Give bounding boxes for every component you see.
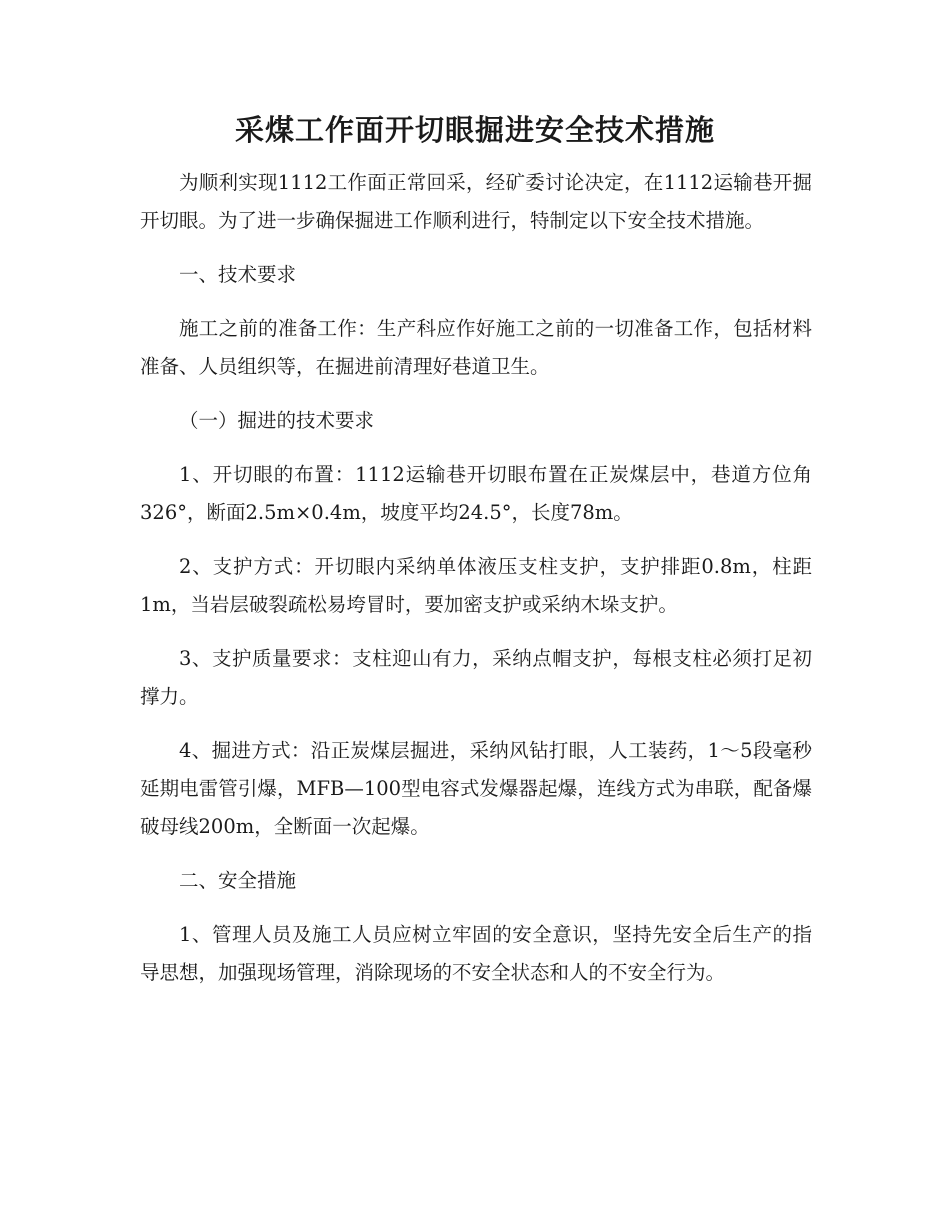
item-support-quality-paragraph: 3、支护质量要求：支柱迎山有力，采纳点帽支护，每根支柱必须打足初撑力。	[140, 647, 812, 708]
document-title: 采煤工作面开切眼掘进安全技术措施	[234, 113, 715, 147]
preparation-paragraph: 施工之前的准备工作：生产科应作好施工之前的一切准备工作，包括材料准备、人员组织等，在掘进前清理好巷道卫生。	[140, 317, 812, 378]
subsection-heading-excavation: （一）掘进的技术要求	[179, 409, 375, 432]
intro-paragraph: 为顺利实现1112工作面正常回采，经矿委讨论决定，在1112运输巷开掘开切眼。为了进一步确保掘进工作顺利进行，特制定以下安全技术措施。	[140, 171, 812, 232]
item-support-method-paragraph: 2、支护方式：开切眼内采纳单体液压支柱支护，支护排距0.8m，柱距1m，当岩层破裂疏松易垮冒时，要加密支护或采纳木垛支护。	[140, 555, 812, 616]
document-body	[140, 164, 812, 1008]
item-layout-paragraph: 1、开切眼的布置：1112运输巷开切眼布置在正炭煤层中，巷道方位角326°，断面2.5m×0.4m，坡度平均24.5°，长度78m。	[140, 463, 812, 524]
item-excavation-method-paragraph: 4、掘进方式：沿正炭煤层掘进，采纳风钻打眼，人工装药，1～5段毫秒延期电雷管引爆，MFB—100型电容式发爆器起爆，连线方式为串联，配备爆破母线200m，全断面一次起爆。	[140, 739, 812, 838]
safety-item-1-paragraph: 1、管理人员及施工人员应树立牢固的安全意识，坚持先安全后生产的指导思想，加强现场管理，消除现场的不安全状态和人的不安全行为。	[140, 923, 812, 984]
section-heading-safety-measures: 二、安全措施	[179, 869, 297, 892]
section-heading-technical-requirements: 一、技术要求	[179, 263, 297, 286]
